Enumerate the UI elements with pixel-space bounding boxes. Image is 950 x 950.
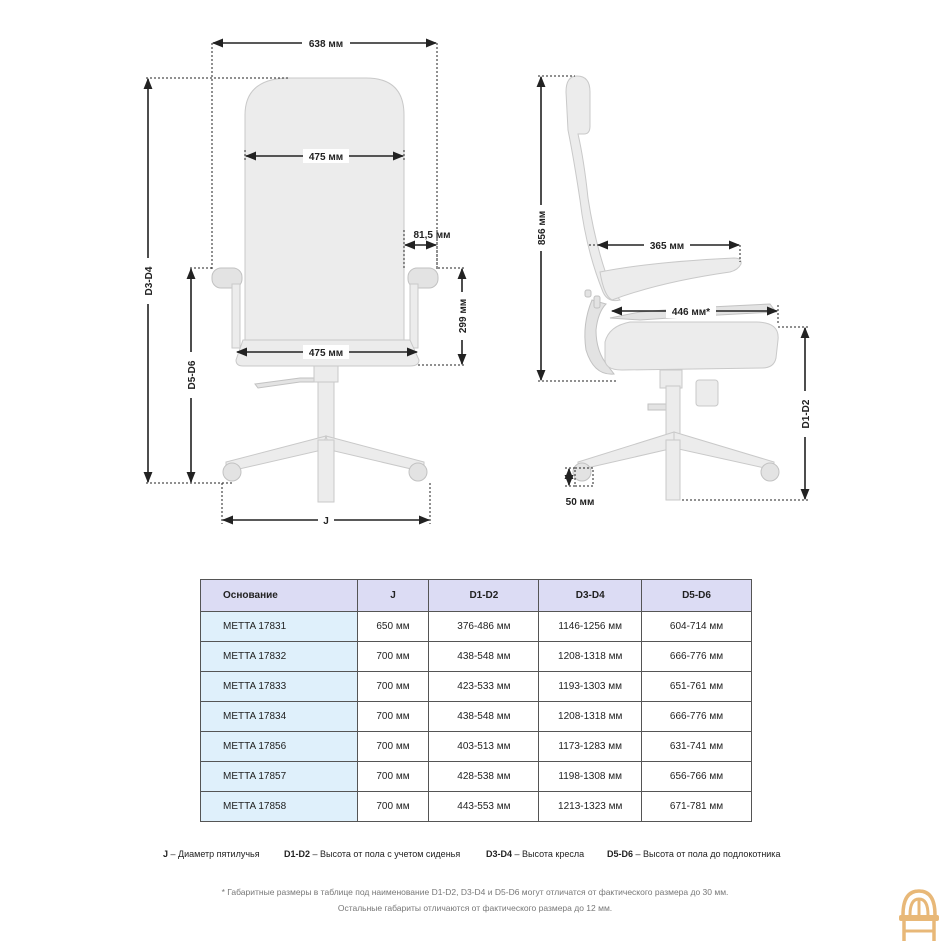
legend-item-d1d2 bbox=[284, 849, 460, 859]
col-header-d3d4: D3-D4 bbox=[539, 580, 642, 612]
cell-d5d6: 666-776 мм bbox=[642, 642, 752, 672]
cell-d1d2: 403-513 мм bbox=[429, 732, 539, 762]
cell-j: 700 мм bbox=[357, 642, 429, 672]
col-header-d5d6: D5-D6 bbox=[642, 580, 752, 612]
cell-d5d6: 651-761 мм bbox=[642, 672, 752, 702]
cell-d3d4: 1213-1323 мм bbox=[539, 792, 642, 822]
cell-d1d2: 438-548 мм bbox=[429, 702, 539, 732]
cell-d3d4: 1208-1318 мм bbox=[539, 702, 642, 732]
cell-d5d6: 631-741 мм bbox=[642, 732, 752, 762]
cell-model: METTA 17858 bbox=[201, 792, 358, 822]
cell-model: METTA 17856 bbox=[201, 732, 358, 762]
footnote-line-2: Остальные габариты отличаются от фактического размера до 12 мм. bbox=[337, 903, 613, 913]
dim-armrest-height: 299 мм bbox=[458, 298, 469, 334]
dim-armrest-floor: D5-D6 bbox=[187, 360, 198, 390]
legend-key: D3-D4 bbox=[486, 849, 513, 859]
cell-d3d4: 1146-1256 мм bbox=[539, 612, 642, 642]
legend-text: – Высота кресла bbox=[512, 849, 585, 859]
table-row bbox=[201, 672, 752, 702]
table-row bbox=[201, 612, 752, 642]
dim-seat-floor: D1-D2 bbox=[801, 399, 812, 429]
cell-d5d6: 666-776 мм bbox=[642, 702, 752, 732]
footnote-line-1: * Габаритные размеры в таблице под наименование D1-D2, D3-D4 и D5-D6 могут отличатся от фактического размера до 30 мм. bbox=[221, 887, 729, 897]
cell-d1d2: 376-486 мм bbox=[429, 612, 539, 642]
cell-d5d6: 656-766 мм bbox=[642, 762, 752, 792]
legend-text: – Диаметр пятилучья bbox=[168, 849, 260, 859]
legend-text: – Высота от пола с учетом сиденья bbox=[310, 849, 461, 859]
cell-j: 700 мм bbox=[357, 702, 429, 732]
dim-seat-width: 475 мм bbox=[308, 348, 344, 359]
cell-d1d2: 423-533 мм bbox=[429, 672, 539, 702]
cell-d3d4: 1208-1318 мм bbox=[539, 642, 642, 672]
dim-caster: 50 мм bbox=[565, 497, 595, 508]
dim-overall-height: D3-D4 bbox=[144, 266, 155, 296]
cell-d5d6: 671-781 мм bbox=[642, 792, 752, 822]
chair-logo-icon bbox=[893, 885, 945, 945]
legend-text: – Высота от пола до подлокотника bbox=[633, 849, 781, 859]
legend-key: D5-D6 bbox=[607, 849, 634, 859]
cell-d1d2: 443-553 мм bbox=[429, 792, 539, 822]
cell-j: 700 мм bbox=[357, 672, 429, 702]
cell-d3d4: 1173-1283 мм bbox=[539, 732, 642, 762]
legend-item-j bbox=[163, 849, 260, 859]
side-view-chair bbox=[566, 76, 779, 500]
cell-j: 700 мм bbox=[357, 762, 429, 792]
col-header-d1d2: D1-D2 bbox=[429, 580, 539, 612]
dim-armrest-offset: 81,5 мм bbox=[413, 230, 451, 241]
table-row bbox=[201, 702, 752, 732]
legend-item-d3d4 bbox=[486, 849, 584, 859]
cell-d5d6: 604-714 мм bbox=[642, 612, 752, 642]
dim-overall-width: 638 мм bbox=[308, 39, 344, 50]
cell-d1d2: 428-538 мм bbox=[429, 762, 539, 792]
legend-item-d5d6 bbox=[607, 849, 780, 859]
cell-model: METTA 17833 bbox=[201, 672, 358, 702]
cell-model: METTA 17832 bbox=[201, 642, 358, 672]
front-view-chair bbox=[212, 78, 438, 502]
cell-d1d2: 438-548 мм bbox=[429, 642, 539, 672]
cell-model: METTA 17834 bbox=[201, 702, 358, 732]
table-row bbox=[201, 732, 752, 762]
cell-d3d4: 1193-1303 мм bbox=[539, 672, 642, 702]
table-header-row bbox=[201, 580, 752, 612]
dim-back-height: 856 мм bbox=[537, 210, 548, 246]
dim-back-width: 475 мм bbox=[308, 152, 344, 163]
cell-j: 650 мм bbox=[357, 612, 429, 642]
cell-d3d4: 1198-1308 мм bbox=[539, 762, 642, 792]
dim-base-diameter: J bbox=[323, 516, 329, 527]
col-header-j: J bbox=[357, 580, 429, 612]
specs-table bbox=[200, 579, 752, 822]
table-row bbox=[201, 642, 752, 672]
cell-j: 700 мм bbox=[357, 732, 429, 762]
col-header-base: Основание bbox=[201, 580, 358, 612]
legend-key: D1-D2 bbox=[284, 849, 311, 859]
legend-key: J bbox=[163, 849, 169, 859]
dim-seat-depth: 365 мм bbox=[649, 241, 685, 252]
cell-j: 700 мм bbox=[357, 792, 429, 822]
cell-model: METTA 17857 bbox=[201, 762, 358, 792]
dim-seat-length: 446 мм* bbox=[671, 307, 711, 318]
cell-model: METTA 17831 bbox=[201, 612, 358, 642]
table-row bbox=[201, 762, 752, 792]
table-row bbox=[201, 792, 752, 822]
